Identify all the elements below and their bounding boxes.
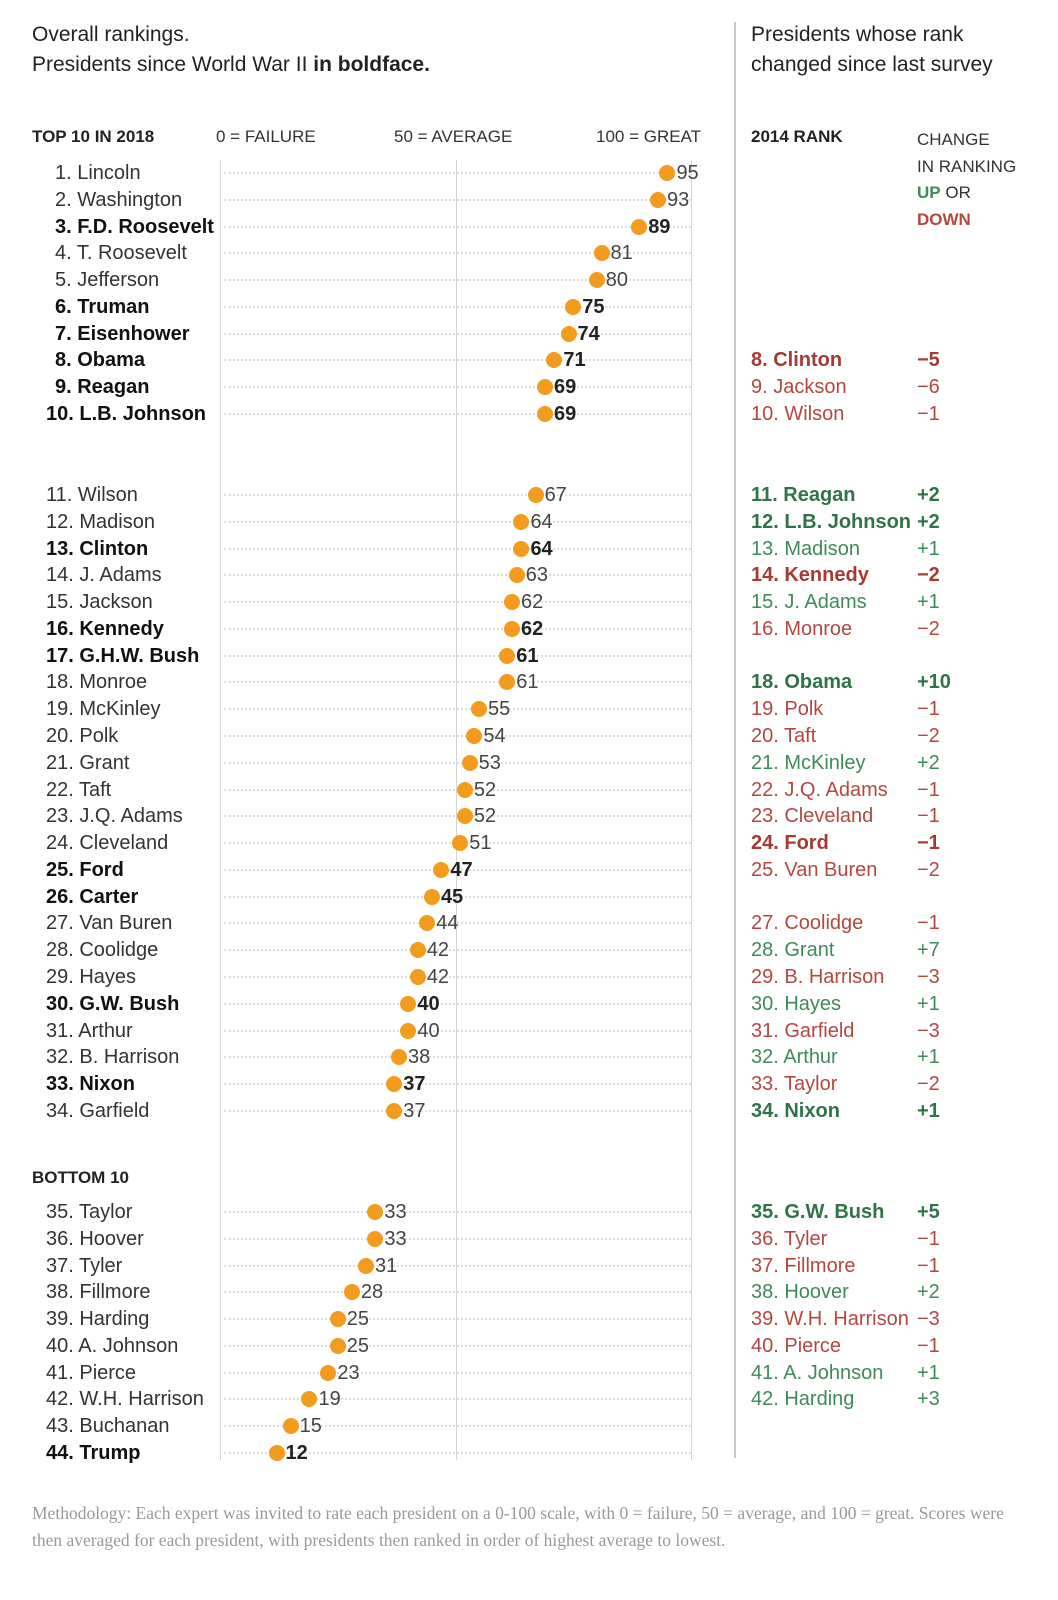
score-dot [499, 648, 515, 664]
row-guide [224, 359, 691, 361]
row-guide [224, 1238, 691, 1240]
row-guide [224, 521, 691, 523]
rank-change-value: +2 [917, 1281, 940, 1304]
rank-change-value: −5 [917, 349, 940, 372]
row-guide [224, 735, 691, 737]
score-label: 33 [384, 1227, 407, 1250]
president-name: 28. Coolidge [46, 939, 159, 962]
score-label: 61 [516, 644, 539, 667]
rank-change-value: −2 [917, 564, 940, 587]
president-name: 43. Buchanan [46, 1415, 170, 1438]
rank2014-label: 28. Grant [751, 939, 835, 962]
president-name: 44. Trump [46, 1442, 141, 1465]
change-header [917, 127, 1016, 233]
score-label: 74 [577, 322, 600, 345]
president-name: 40. A. Johnson [46, 1334, 179, 1357]
row-guide [224, 333, 691, 335]
president-name: 29. Hayes [46, 966, 137, 989]
score-dot [589, 272, 605, 288]
score-dot [433, 862, 449, 878]
changes-title-line-1: Presidents whose rank [751, 23, 964, 46]
row-guide [224, 1083, 691, 1085]
score-label: 12 [285, 1442, 308, 1465]
score-dot [457, 782, 473, 798]
president-name: 13. Clinton [46, 537, 149, 560]
rank2014-label: 21. McKinley [751, 751, 866, 774]
score-dot [410, 969, 426, 985]
president-name: 3. F.D. Roosevelt [55, 215, 214, 238]
rank-change-value: +1 [917, 992, 940, 1015]
score-dot [400, 996, 416, 1012]
president-name: 34. Garfield [46, 1099, 150, 1122]
row-guide [224, 172, 691, 174]
changes-title-line-2: changed since last survey [751, 53, 993, 76]
rank2014-label: 35. G.W. Bush [751, 1201, 885, 1223]
score-label: 19 [318, 1388, 341, 1411]
rank2014-label: 19. Polk [751, 698, 824, 721]
change-header-line-2: IN RANKING [917, 156, 1017, 176]
president-name: 32. B. Harrison [46, 1046, 180, 1069]
score-dot [659, 165, 675, 181]
axis-line-0 [220, 160, 221, 1460]
score-dot [528, 487, 544, 503]
score-dot [499, 674, 515, 690]
president-name: 41. Pierce [46, 1361, 137, 1384]
rank-change-value: −3 [917, 1308, 940, 1331]
rank-change-value: −2 [917, 617, 940, 640]
scale-great-label: 100 = GREAT [596, 127, 702, 146]
president-name: 1. Lincoln [55, 162, 141, 184]
rank2014-label: 27. Coolidge [751, 912, 864, 935]
scale-failure-label: 0 = FAILURE [216, 127, 316, 146]
score-label: 69 [553, 403, 577, 426]
rank2014-label: 14. Kennedy [751, 564, 869, 587]
president-name: 11. Wilson [46, 484, 138, 506]
changes-title [751, 20, 993, 80]
title-line-2-bold: in boldface. [313, 53, 430, 76]
score-dot [466, 728, 482, 744]
president-name: 25. Ford [46, 858, 124, 881]
rank-change-value: +1 [917, 591, 940, 614]
score-dot [330, 1338, 346, 1354]
score-dot [367, 1231, 383, 1247]
score-label: 81 [610, 242, 633, 265]
title-line-2-plain: Presidents since World War II [32, 53, 314, 76]
rank-change-value: −1 [917, 778, 940, 801]
row-guide [224, 949, 691, 951]
score-label: 37 [403, 1073, 426, 1096]
rank2014-label: 33. Taylor [751, 1073, 838, 1096]
score-label: 52 [473, 805, 497, 828]
score-label: 62 [521, 591, 544, 614]
rank2014-label: 36. Tyler [751, 1227, 828, 1250]
president-name: 38. Fillmore [46, 1281, 151, 1304]
rank2014-label: 10. Wilson [751, 403, 845, 426]
score-dot [650, 192, 666, 208]
president-name: 21. Grant [46, 751, 130, 774]
rank-change-value: −2 [917, 858, 940, 881]
row-guide [224, 1211, 691, 1213]
score-label: 89 [648, 215, 671, 238]
president-name: 39. Harding [46, 1308, 150, 1331]
score-dot [504, 594, 520, 610]
president-name: 36. Hoover [46, 1227, 144, 1250]
row-guide [224, 199, 691, 201]
score-dot [537, 379, 553, 395]
score-label: 67 [544, 484, 567, 506]
rank2014-label: 31. Garfield [751, 1019, 855, 1042]
president-name: 26. Carter [46, 885, 139, 908]
row-guide [224, 386, 691, 388]
row-guide [224, 1110, 691, 1112]
score-dot [400, 1023, 416, 1039]
row-guide [224, 976, 691, 978]
rank2014-label: 30. Hayes [751, 992, 842, 1015]
president-name: 17. G.H.W. Bush [46, 644, 200, 667]
rank-change-value: +3 [917, 1388, 940, 1411]
change-header-down: DOWN [917, 209, 971, 229]
president-name: 4. T. Roosevelt [55, 242, 187, 265]
rank2014-label: 38. Hoover [751, 1281, 849, 1304]
bottom10-header: BOTTOM 10 [32, 1168, 129, 1187]
column-divider [734, 22, 736, 1458]
rank-change-value: +10 [917, 671, 951, 694]
score-label: 47 [450, 858, 473, 881]
president-name: 7. Eisenhower [55, 322, 190, 345]
row-guide [224, 628, 691, 630]
score-dot [565, 299, 581, 315]
president-name: 6. Truman [55, 295, 150, 318]
rank-change-value: +1 [917, 1361, 940, 1384]
rank2014-label: 8. Clinton [751, 349, 843, 372]
change-header-line-4 [917, 207, 1016, 234]
row-guide [224, 681, 691, 683]
rank2014-label: 9. Jackson [751, 376, 847, 399]
score-label: 63 [525, 564, 548, 587]
score-dot [386, 1076, 402, 1092]
score-label: 69 [553, 376, 577, 399]
president-name: 9. Reagan [55, 376, 150, 399]
rank2014-label: 29. B. Harrison [751, 966, 885, 989]
row-guide [224, 1056, 691, 1058]
score-dot [504, 621, 520, 637]
score-label: 25 [346, 1334, 369, 1357]
rank2014-label: 37. Fillmore [751, 1254, 856, 1277]
score-label: 52 [473, 778, 497, 801]
president-name: 22. Taft [46, 778, 112, 801]
rank2014-label: 18. Obama [751, 671, 853, 694]
rank-change-value: −2 [917, 1073, 940, 1096]
president-name: 2. Washington [55, 188, 183, 211]
score-dot [424, 889, 440, 905]
score-label: 42 [426, 966, 450, 989]
score-dot [594, 245, 610, 261]
rank-change-value: −6 [917, 376, 940, 399]
president-name: 35. Taylor [46, 1201, 133, 1223]
rank-change-value: −2 [917, 725, 940, 748]
row-guide [224, 601, 691, 603]
rank-change-value: −3 [917, 966, 940, 989]
top10-header: TOP 10 IN 2018 [32, 127, 155, 146]
change-header-line-3 [917, 180, 1016, 207]
score-label: 38 [407, 1046, 431, 1069]
score-label: 45 [440, 885, 464, 908]
president-name: 16. Kennedy [46, 617, 164, 640]
score-label: 62 [521, 617, 544, 640]
row-guide [224, 1291, 691, 1293]
president-name: 23. J.Q. Adams [46, 805, 183, 828]
president-name: 27. Van Buren [46, 912, 173, 935]
president-name: 14. J. Adams [46, 564, 162, 587]
rank2014-label: 24. Ford [751, 832, 829, 855]
rank2014-label: 40. Pierce [751, 1334, 842, 1357]
rank-change-value: −1 [917, 1334, 940, 1357]
rank2014-header: 2014 RANK [751, 127, 843, 146]
rank2014-label: 11. Reagan [751, 484, 856, 506]
chart-title [32, 20, 430, 80]
row-guide [224, 1003, 691, 1005]
rank2014-label: 22. J.Q. Adams [751, 778, 888, 801]
president-name: 33. Nixon [46, 1073, 135, 1096]
scale-average-label: 50 = AVERAGE [394, 127, 513, 146]
score-dot [509, 567, 525, 583]
rank-change-value: +1 [917, 1099, 940, 1122]
president-name: 30. G.W. Bush [46, 992, 180, 1015]
score-label: 44 [436, 912, 459, 935]
row-guide [224, 1265, 691, 1267]
axis-line-100 [691, 160, 692, 1460]
rank-change-value: +2 [917, 484, 940, 506]
rank-change-value: −1 [917, 403, 940, 426]
score-dot [631, 219, 647, 235]
score-label: 95 [676, 162, 699, 184]
president-name: 37. Tyler [46, 1254, 123, 1277]
score-dot [283, 1418, 299, 1434]
score-label: 28 [360, 1281, 384, 1304]
score-dot [386, 1103, 402, 1119]
rank-change-value: +1 [917, 537, 940, 560]
rank-change-value: +2 [917, 751, 940, 774]
rank-change-value: −1 [917, 1254, 940, 1277]
row-guide [224, 1030, 691, 1032]
rank-change-value: −1 [917, 805, 940, 828]
score-dot [561, 326, 577, 342]
rank-change-value: −1 [917, 832, 940, 855]
president-name: 8. Obama [55, 349, 146, 372]
president-name: 15. Jackson [46, 591, 153, 614]
row-guide [224, 306, 691, 308]
score-dot [269, 1445, 285, 1461]
score-dot [358, 1258, 374, 1274]
score-dot [367, 1204, 383, 1220]
rank2014-label: 23. Cleveland [751, 805, 874, 828]
rank-change-value: +2 [917, 510, 940, 533]
score-label: 71 [563, 349, 586, 372]
score-label: 31 [375, 1254, 398, 1277]
score-label: 75 [582, 295, 605, 318]
rank2014-label: 16. Monroe [751, 617, 853, 640]
rank-change-value: +5 [917, 1201, 940, 1223]
rank2014-label: 15. J. Adams [751, 591, 867, 614]
president-name: 31. Arthur [46, 1019, 133, 1042]
row-guide [224, 226, 691, 228]
change-header-line-1: CHANGE [917, 130, 990, 149]
row-guide [224, 494, 691, 496]
row-guide [224, 574, 691, 576]
rank-change-value: +7 [917, 939, 940, 962]
rank2014-label: 39. W.H. Harrison [751, 1308, 909, 1331]
rank2014-label: 41. A. Johnson [751, 1361, 884, 1384]
row-guide [224, 1345, 691, 1347]
score-dot [330, 1311, 346, 1327]
methodology-footnote: Methodology: Each expert was invited to rate each president on a 0-100 scale, with 0 = failure, 50 = average, and 100 = great. Scores were then averaged for each president, with presidents then ranked in order of highest average to lowest. [32, 1503, 1004, 1550]
score-label: 80 [605, 269, 629, 292]
score-dot [452, 835, 468, 851]
score-dot [513, 541, 529, 557]
row-guide [224, 548, 691, 550]
score-label: 42 [426, 939, 450, 962]
rank2014-label: 32. Arthur [751, 1046, 838, 1069]
rank2014-label: 42. Harding [751, 1388, 855, 1411]
score-label: 40 [417, 1019, 440, 1042]
rank2014-label: 12. L.B. Johnson [751, 510, 912, 533]
score-label: 51 [469, 832, 492, 855]
score-label: 33 [384, 1201, 407, 1223]
title-line-1: Overall rankings. [32, 23, 190, 46]
rank2014-label: 34. Nixon [751, 1099, 840, 1122]
score-dot [320, 1365, 336, 1381]
score-dot [301, 1391, 317, 1407]
score-dot [546, 352, 562, 368]
score-label: 64 [530, 537, 553, 560]
score-label: 25 [346, 1308, 369, 1331]
score-label: 40 [417, 992, 440, 1015]
score-label: 23 [337, 1361, 360, 1384]
president-name: 12. Madison [46, 510, 155, 533]
president-name: 18. Monroe [46, 671, 148, 694]
score-label: 54 [483, 725, 506, 748]
row-guide [224, 1398, 691, 1400]
row-guide [224, 1318, 691, 1320]
row-guide [224, 762, 691, 764]
score-dot [471, 701, 487, 717]
change-header-or: OR [940, 183, 971, 202]
president-name: 24. Cleveland [46, 832, 169, 855]
score-dot [410, 942, 426, 958]
score-label: 37 [403, 1099, 426, 1122]
score-dot [457, 808, 473, 824]
row-guide [224, 413, 691, 415]
score-dot [537, 406, 553, 422]
score-dot [419, 915, 435, 931]
president-name: 20. Polk [46, 725, 119, 748]
score-label: 53 [478, 751, 501, 774]
change-header-up: UP [917, 183, 941, 202]
president-name: 10. L.B. Johnson [46, 403, 207, 426]
score-dot [513, 514, 529, 530]
score-dot [344, 1284, 360, 1300]
score-label: 61 [516, 671, 539, 694]
row-guide [224, 655, 691, 657]
rank-change-value: −1 [917, 1227, 940, 1250]
rank-change-value: −1 [917, 912, 940, 935]
rank2014-label: 13. Madison [751, 537, 860, 560]
score-label: 64 [530, 510, 553, 533]
president-name: 42. W.H. Harrison [46, 1388, 204, 1411]
rank2014-label: 20. Taft [751, 725, 817, 748]
score-dot [462, 755, 478, 771]
rank-change-value: −1 [917, 698, 940, 721]
president-name: 19. McKinley [46, 698, 161, 721]
president-name: 5. Jefferson [55, 269, 160, 292]
row-guide [224, 1372, 691, 1374]
score-label: 15 [299, 1415, 322, 1438]
rank-change-value: −3 [917, 1019, 940, 1042]
rank2014-label: 25. Van Buren [751, 858, 878, 881]
rank-change-value: +1 [917, 1046, 940, 1069]
score-label: 55 [488, 698, 511, 721]
score-label: 93 [667, 188, 690, 211]
title-line-2 [32, 50, 430, 80]
score-dot [391, 1049, 407, 1065]
row-guide [224, 708, 691, 710]
